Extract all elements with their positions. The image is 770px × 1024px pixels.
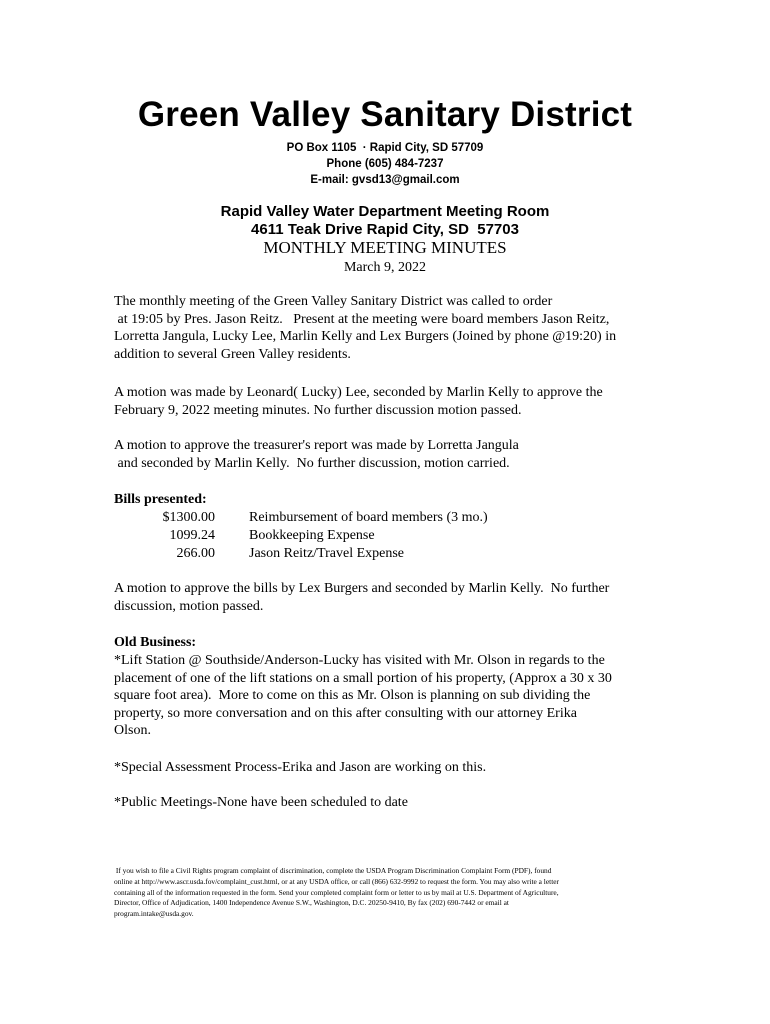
venue-block (0, 203, 770, 239)
paragraph-line: discussion, motion passed. (114, 598, 264, 614)
paragraph-line: February 9, 2022 meeting minutes. No further discussion motion passed. (114, 402, 522, 418)
footnote-line: online at http://www.ascr.usda.fov/complaint_cust.html, or at any USDA office, or call (866) 632-9992 to request the form. You may also write a letter (114, 876, 559, 886)
motion-bills-paragraph (114, 580, 659, 615)
contact-block (0, 140, 770, 188)
footnote-line: containing all of the information requested in the form. Send your completed complaint form or letter to us by mail at U.S. Department of Agriculture, (114, 887, 559, 897)
footnote-line: If you wish to file a Civil Rights program complaint of discrimination, complete the USDA Program Discrimination Complaint Form (PDF), found (114, 866, 552, 875)
paragraph-line: A motion was made by Leonard( Lucky) Lee, seconded by Marlin Kelly to approve the (114, 385, 603, 400)
civil-rights-footnote (114, 866, 654, 920)
paragraph-line: at 19:05 by Pres. Jason Reitz. Present at the meeting were board members Jason Reitz, (114, 311, 610, 327)
bill-description: Bookkeeping Expense (249, 528, 375, 543)
minutes-heading: MONTHLY MEETING MINUTES (263, 238, 507, 257)
bill-amount: 266.00 (176, 546, 215, 561)
paragraph-line: Lorretta Jangula, Lucky Lee, Marlin Kelly and Lex Burgers (Joined by phone @19:20) in (114, 329, 617, 345)
special-assessment-item: *Special Assessment Process-Erika and Jason are working on this. (114, 760, 487, 775)
paragraph-line: placement of one of the lift stations on a small portion of his property, (Approx a 30 x 30 (114, 670, 612, 686)
paragraph-line: Olson. (114, 723, 151, 739)
paragraph-line: A motion to approve the treasurer's report was made by Lorretta Jangula (114, 438, 519, 453)
paragraph-line: A motion to approve the bills by Lex Burgers and seconded by Marlin Kelly. No further (114, 581, 610, 596)
paragraph-line: and seconded by Marlin Kelly. No further discussion, motion carried. (114, 455, 510, 471)
bills-heading: Bills presented: (114, 492, 207, 507)
paragraph-line: The monthly meeting of the Green Valley Sanitary District was called to order (114, 294, 553, 309)
bill-amount: $1300.00 (162, 510, 215, 525)
venue-address: 4611 Teak Drive Rapid City, SD 57703 (251, 221, 519, 238)
organization-title: Green Valley Sanitary District (137, 95, 633, 134)
intro-paragraph (114, 293, 659, 363)
paragraph-line: addition to several Green Valley residents. (114, 346, 351, 362)
bill-row (0, 527, 770, 545)
bill-amount: 1099.24 (169, 528, 215, 543)
meeting-date: March 9, 2022 (343, 260, 427, 275)
address-line: PO Box 1105 · Rapid City, SD 57709 (286, 142, 484, 154)
bill-row (0, 545, 770, 563)
footnote-line: Director, Office of Adjudication, 1400 Independence Avenue S.W., Washington, D.C. 20250-9410, By fax (202) 690-7442 or email at (114, 898, 509, 908)
lift-station-paragraph (114, 652, 659, 740)
phone-line: Phone (605) 484-7237 (326, 158, 444, 170)
motion-minutes-paragraph (114, 384, 659, 419)
bill-row (0, 509, 770, 527)
bill-description: Reimbursement of board members (3 mo.) (249, 510, 488, 525)
email-line: E-mail: gvsd13@gmail.com (310, 174, 460, 186)
old-business-heading: Old Business: (114, 635, 197, 650)
bill-description: Jason Reitz/Travel Expense (249, 546, 405, 561)
motion-treasurer-paragraph (114, 437, 659, 472)
paragraph-line: property, so more conversation and on this after consulting with our attorney Erika (114, 705, 577, 721)
public-meetings-item: *Public Meetings-None have been scheduled to date (114, 795, 408, 810)
venue-name: Rapid Valley Water Department Meeting Room (220, 203, 550, 220)
paragraph-line: square foot area). More to come on this as Mr. Olson is planning on sub dividing the (114, 688, 591, 704)
footnote-line: program.intake@usda.gov. (114, 909, 194, 919)
paragraph-line: *Lift Station @ Southside/Anderson-Lucky has visited with Mr. Olson in regards to the (114, 653, 605, 668)
